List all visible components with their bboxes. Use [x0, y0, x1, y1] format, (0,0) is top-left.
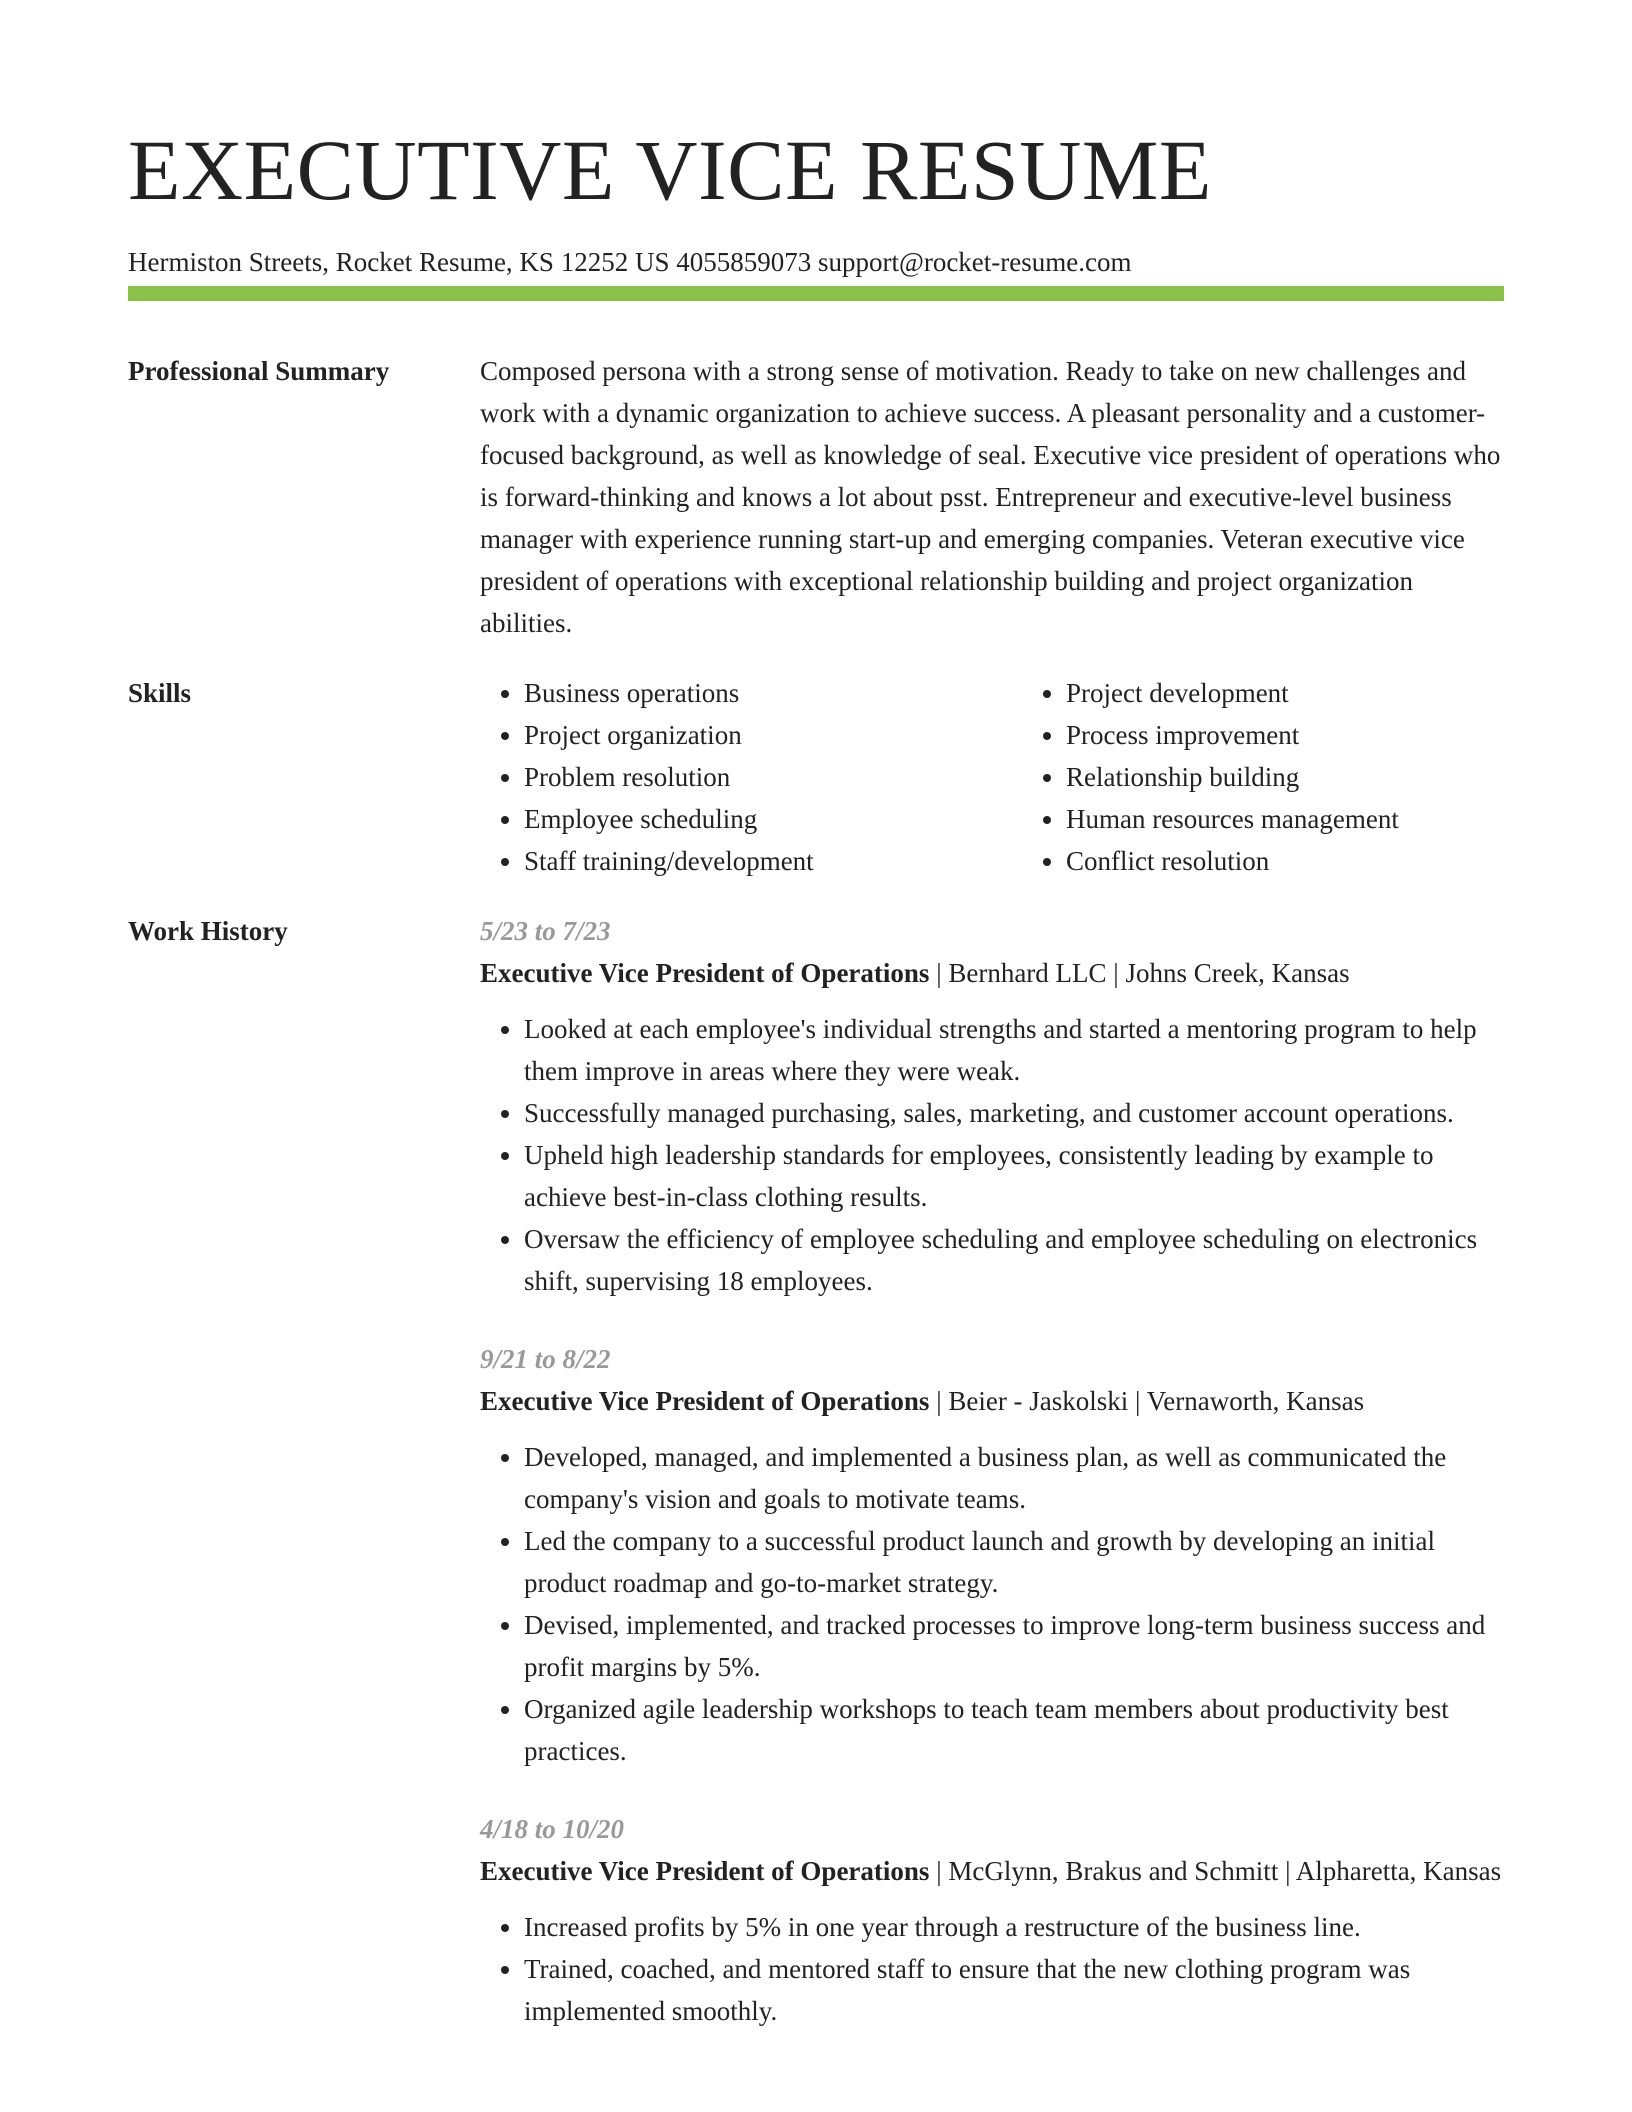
skill-item: • Problem resolution: [524, 756, 962, 798]
work-history-body: [480, 910, 1504, 2068]
job-title: Executive Vice President of Operations: [480, 958, 930, 988]
skill-item: • Project organization: [524, 714, 962, 756]
resume-title: EXECUTIVE VICE RESUME: [128, 122, 1212, 218]
job-bullets: [480, 1906, 1504, 2032]
skill-item: • Project development: [1066, 672, 1504, 714]
skills-body: [480, 672, 1504, 882]
skill-item: • Human resources management: [1066, 798, 1504, 840]
skill-item: • Process improvement: [1066, 714, 1504, 756]
job-bullet: • Upheld high leadership standards for employees, consistently leading by example to achieve best-in-class clothing results.: [524, 1134, 1504, 1218]
contact-email: support@rocket-resume.com: [817, 247, 1132, 277]
job-entry: [480, 1808, 1504, 2032]
job-bullet: • Organized agile leadership workshops to teach team members about productivity best practices.: [524, 1688, 1504, 1772]
job-title: Executive Vice President of Operations: [480, 1856, 930, 1886]
job-bullet: • Led the company to a successful product launch and growth by developing an initial product roadmap and go-to-market strategy.: [524, 1520, 1504, 1604]
resume-content: [128, 350, 1504, 2096]
summary-body: [480, 350, 1504, 644]
skills-list-left: [480, 672, 962, 882]
job-bullet: • Successfully managed purchasing, sales, marketing, and customer account operations.: [524, 1092, 1504, 1134]
job-bullet: • Devised, implemented, and tracked processes to improve long-term business success and profit margins by 5%.: [524, 1604, 1504, 1688]
job-details: | Bernhard LLC | Johns Creek, Kansas: [929, 958, 1350, 988]
skill-item: • Conflict resolution: [1066, 840, 1504, 882]
job-dates: 5/23 to 7/23: [480, 916, 611, 946]
job-title: Executive Vice President of Operations: [480, 1386, 930, 1416]
job-dates: 4/18 to 10/20: [480, 1814, 625, 1844]
job-bullet: • Looked at each employee's individual strengths and started a mentoring program to help them improve in areas where they were weak.: [524, 1008, 1504, 1092]
skill-item: • Staff training/development: [524, 840, 962, 882]
job-details: | Beier - Jaskolski | Vernaworth, Kansas: [929, 1386, 1365, 1416]
job-heading: [480, 1380, 1504, 1422]
summary-section: [128, 350, 1504, 644]
job-dates: 9/21 to 8/22: [480, 1344, 611, 1374]
skills-list-right: [1022, 672, 1504, 882]
summary-label: Professional Summary: [128, 356, 390, 386]
resume-header: [128, 120, 1504, 278]
skill-item: • Employee scheduling: [524, 798, 962, 840]
job-details: | McGlynn, Brakus and Schmitt | Alpharetta, Kansas: [929, 1856, 1502, 1886]
job-bullet: • Oversaw the efficiency of employee scheduling and employee scheduling on electronics shift, supervising 18 employees.: [524, 1218, 1504, 1302]
job-entry: [480, 1338, 1504, 1772]
work-history-section: [128, 910, 1504, 2068]
contact-address: Hermiston Streets, Rocket Resume, KS 12252 US: [128, 247, 670, 277]
skills-section: [128, 672, 1504, 882]
skill-item: • Business operations: [524, 672, 962, 714]
job-bullets: [480, 1436, 1504, 1772]
job-bullet: • Increased profits by 5% in one year through a restructure of the business line.: [524, 1906, 1504, 1948]
job-heading: [480, 1850, 1504, 1892]
job-bullets: [480, 1008, 1504, 1302]
job-heading: [480, 952, 1504, 994]
contact-line: [128, 246, 1504, 278]
header-divider: [128, 286, 1504, 301]
skills-label: Skills: [128, 678, 192, 708]
job-entry: [480, 910, 1504, 1302]
skill-item: • Relationship building: [1066, 756, 1504, 798]
work-history-label: Work History: [128, 916, 288, 946]
summary-text: Composed persona with a strong sense of motivation. Ready to take on new challenges and work with a dynamic organization to achieve success. A pleasant personality and a customer-focused background, as well as knowledge of seal. Executive vice president of operations who is forward-thinking and knows a lot about psst. Entrepreneur and executive-level business manager with experience running start-up and emerging companies. Veteran executive vice president of operations with exceptional relationship building and project organization abilities.: [480, 356, 1501, 638]
job-bullet: • Trained, coached, and mentored staff to ensure that the new clothing program was implemented smoothly.: [524, 1948, 1504, 2032]
job-bullet: • Developed, managed, and implemented a business plan, as well as communicated the company's vision and goals to motivate teams.: [524, 1436, 1504, 1520]
skills-columns: [480, 672, 1504, 882]
contact-phone: 4055859073: [676, 247, 812, 277]
